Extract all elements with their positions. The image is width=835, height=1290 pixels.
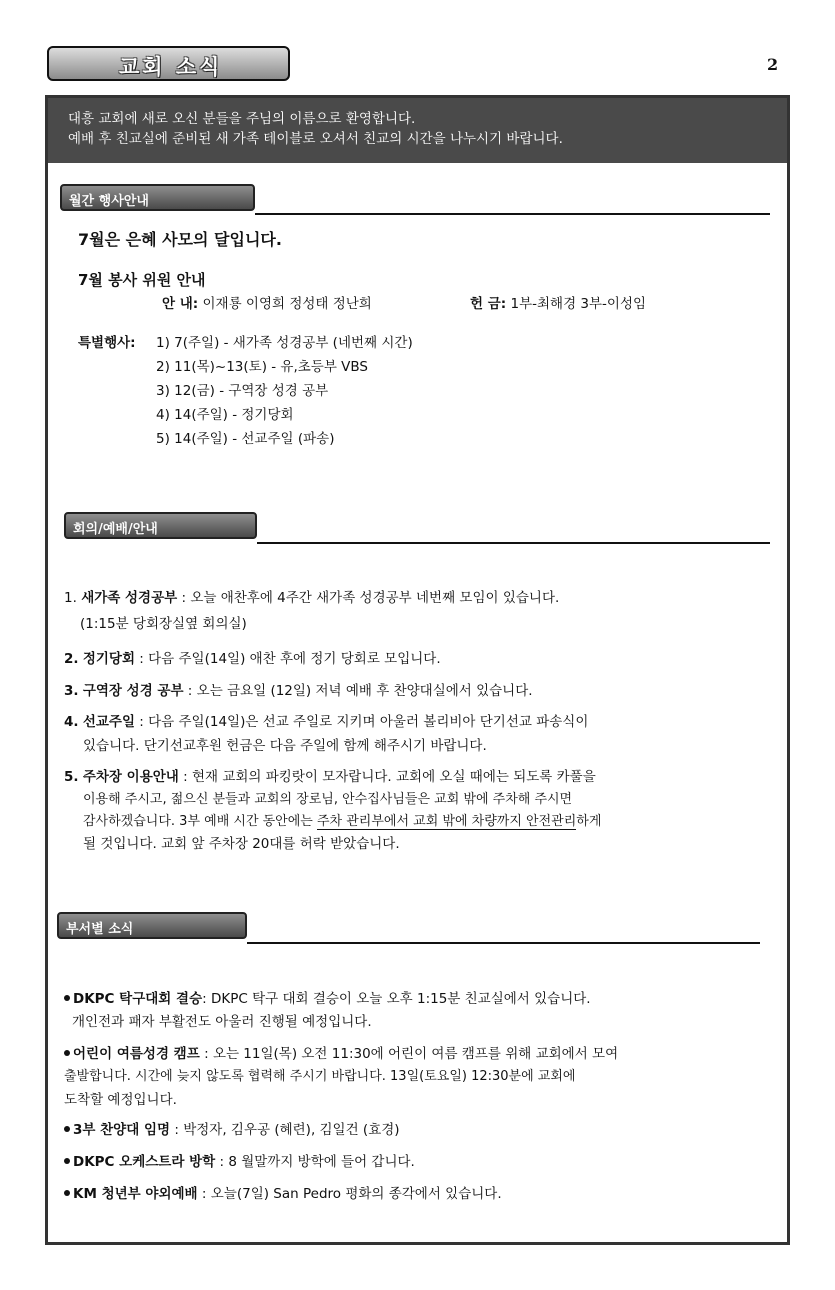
meeting-item: 4. 선교주일 : 다음 주일(14일)은 선교 주일로 지키며 아울러 볼리비아 단기선교 파송식이 (64, 714, 589, 730)
guide-label: 안 내: (162, 296, 199, 312)
welcome-banner (48, 98, 787, 163)
dept-item-continued: 출발합니다. 시간에 늦지 않도록 협력해 주시기 바랍니다. 13일(토요일) 12:30분에 교회에 (64, 1069, 576, 1084)
parking-underline-text: 주차 관리부에서 교회 밖에 차량까지 안전관리 (317, 814, 577, 829)
offering-row (470, 295, 646, 313)
meeting-section-tab: 회의/예배/안내 (64, 512, 257, 539)
welcome-line-2: 예배 후 친교실에 준비된 새 가족 테이블로 오셔서 친교의 시간을 나누시기 바랍니다. (68, 131, 563, 147)
dept-item-continued: 개인전과 패자 부활전도 아울러 진행될 예정입니다. (72, 1014, 372, 1030)
event-item: 4) 14(주일) - 정기당회 (156, 407, 294, 423)
special-events-label: 특별행사: (78, 335, 136, 351)
meeting-section-rule (257, 542, 770, 544)
guide-row (162, 295, 372, 313)
meeting-item: 1. 새가족 성경공부 : 오늘 애찬후에 4주간 새가족 성경공부 네번째 모임이 있습니다. (64, 590, 560, 606)
meeting-item: 3. 구역장 성경 공부 : 오는 금요일 (12일) 저녁 예배 후 찬양대실에서 있습니다. (64, 683, 533, 699)
dept-item-continued: 도착할 예정입니다. (64, 1092, 177, 1108)
monthly-section-rule (255, 213, 770, 215)
bullet-icon (64, 1190, 70, 1196)
bullet-icon (64, 995, 70, 1001)
meeting-item: 5. 주차장 이용안내 : 현재 교회의 파킹랏이 모자랍니다. 교회에 오실 때에는 되도록 카풀을 (64, 769, 596, 785)
page-title: 교회 소식 (119, 54, 223, 79)
dept-item: 어린이 여름성경 캠프 : 오는 11일(목) 오전 11:30에 어린이 여름 캠프를 위해 교회에서 모여 (64, 1045, 618, 1063)
page-number: 2 (767, 55, 779, 74)
section-title-tab (47, 46, 290, 81)
dept-item: 3부 찬양대 임명 : 박정자, 김우공 (혜련), 김일건 (효경) (64, 1121, 400, 1139)
event-item: 1) 7(주일) - 새가족 성경공부 (네번째 시간) (156, 335, 413, 351)
dept-section-rule (247, 942, 760, 944)
dept-item: DKPC 오케스트라 방학 : 8 월말까지 방학에 들어 갑니다. (64, 1153, 415, 1171)
meeting-item: 2. 정기당회 : 다음 주일(14일) 애찬 후에 정기 당회로 모입니다. (64, 651, 441, 667)
meeting-item-continued: (1:15분 당회장실옆 회의실) (80, 616, 247, 632)
bullet-icon (64, 1050, 70, 1056)
dept-section-tab: 부서별 소식 (57, 912, 247, 939)
dept-item: DKPC 탁구대회 결승: DKPC 탁구 대회 결승이 오늘 오후 1:15분 친교실에서 있습니다. (64, 990, 591, 1008)
monthly-section-tab: 월간 행사안내 (60, 184, 255, 211)
event-item: 5) 14(주일) - 선교주일 (파송) (156, 431, 335, 447)
meeting-item-continued: 있습니다. 단기선교후원 헌금은 다음 주일에 함께 해주시기 바랍니다. (83, 738, 487, 754)
bullet-icon (64, 1158, 70, 1164)
meeting-item-continued: 될 것입니다. 교회 앞 주차장 20대를 허락 받았습니다. (83, 836, 400, 852)
service-heading: 7월 봉사 위원 안내 (78, 271, 206, 289)
event-item: 3) 12(금) - 구역장 성경 공부 (156, 383, 329, 399)
offering-label: 헌 금: (470, 296, 507, 312)
offering-names: 1부-최해경 3부-이성임 (510, 296, 647, 312)
guide-names: 이재룡 이영희 정성태 정난희 (202, 296, 372, 312)
meeting-item-continued: 이용해 주시고, 젊으신 분들과 교회의 장로님, 안수집사님들은 교회 밖에 주차해 주시면 (83, 792, 573, 807)
event-item: 2) 11(목)~13(토) - 유,초등부 VBS (156, 359, 368, 375)
welcome-line-1: 대흥 교회에 새로 오신 분들을 주님의 이름으로 환영합니다. (68, 111, 416, 127)
dept-item: KM 청년부 야외예배 : 오늘(7일) San Pedro 평화의 종각에서 있습니다. (64, 1185, 502, 1203)
meeting-item-continued: 감사하겠습니다. 3부 예배 시간 동안에는 주차 관리부에서 교회 밖에 차량까지 안전관리하게 (83, 814, 602, 829)
bullet-icon (64, 1126, 70, 1132)
month-title: 7월은 은혜 사모의 달입니다. (78, 230, 282, 249)
